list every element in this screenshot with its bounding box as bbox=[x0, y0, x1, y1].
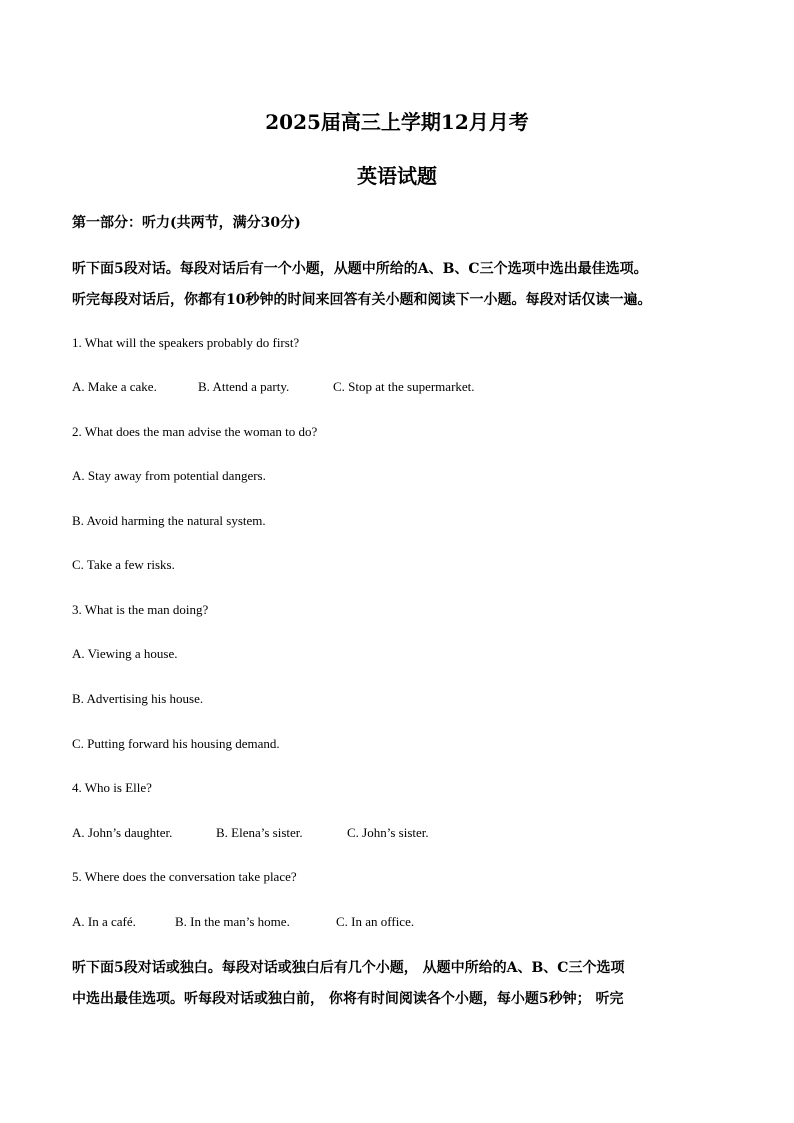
q3-option-a: A. Viewing a house. bbox=[72, 646, 178, 661]
q3-option-b: B. Advertising his house. bbox=[72, 691, 204, 706]
exam-subtitle: 英语试题 bbox=[357, 164, 437, 188]
question-stem-5: 5. Where does the conversation take place? bbox=[72, 869, 297, 884]
question-stem-2: 2. What does the man advise the woman to do? bbox=[72, 424, 318, 439]
q1-option-b: B. Attend a party. bbox=[198, 379, 290, 394]
q4-option-c: C. John’s sister. bbox=[347, 825, 429, 840]
question-stem-3: 3. What is the man doing? bbox=[72, 602, 209, 617]
q3-option-c: C. Putting forward his housing demand. bbox=[72, 736, 280, 751]
q4-option-b: B. Elena’s sister. bbox=[216, 825, 303, 840]
q1-option-c: C. Stop at the supermarket. bbox=[333, 379, 475, 394]
q1-option-a: A. Make a cake. bbox=[72, 379, 157, 394]
question-stem-4: 4. Who is Elle? bbox=[72, 780, 152, 795]
section2-instruction-line: 中选出最佳选项。听每段对话或独白前， 你将有时间阅读各个小题，每小题5秒钟； 听完 bbox=[72, 991, 624, 1007]
q5-option-c: C. In an office. bbox=[336, 914, 415, 929]
q5-option-b: B. In the man’s home. bbox=[175, 914, 290, 929]
section1-instruction-line: 听完每段对话后，你都有10秒钟的时间来回答有关小题和阅读下一小题。每段对话仅读一遍。 bbox=[72, 292, 652, 308]
question-stem-1: 1. What will the speakers probably do first? bbox=[72, 335, 300, 350]
section2-instruction-line: 听下面5段对话或独白。每段对话或独白后有几个小题， 从题中所给的A、B、C三个选项 bbox=[72, 960, 625, 976]
q2-option-b: B. Avoid harming the natural system. bbox=[72, 513, 266, 528]
exam-title: 2025届高三上学期12月月考 bbox=[265, 110, 529, 134]
q4-option-a: A. John’s daughter. bbox=[72, 825, 173, 840]
q2-option-a: A. Stay away from potential dangers. bbox=[72, 468, 266, 483]
q5-option-a: A. In a café. bbox=[72, 914, 136, 929]
part-heading: 第一部分：听力(共两节，满分30分) bbox=[72, 215, 301, 231]
section1-instruction-line: 听下面5段对话。每段对话后有一个小题，从题中所给的A、B、C三个选项中选出最佳选项。 bbox=[72, 261, 648, 277]
q2-option-c: C. Take a few risks. bbox=[72, 557, 175, 572]
